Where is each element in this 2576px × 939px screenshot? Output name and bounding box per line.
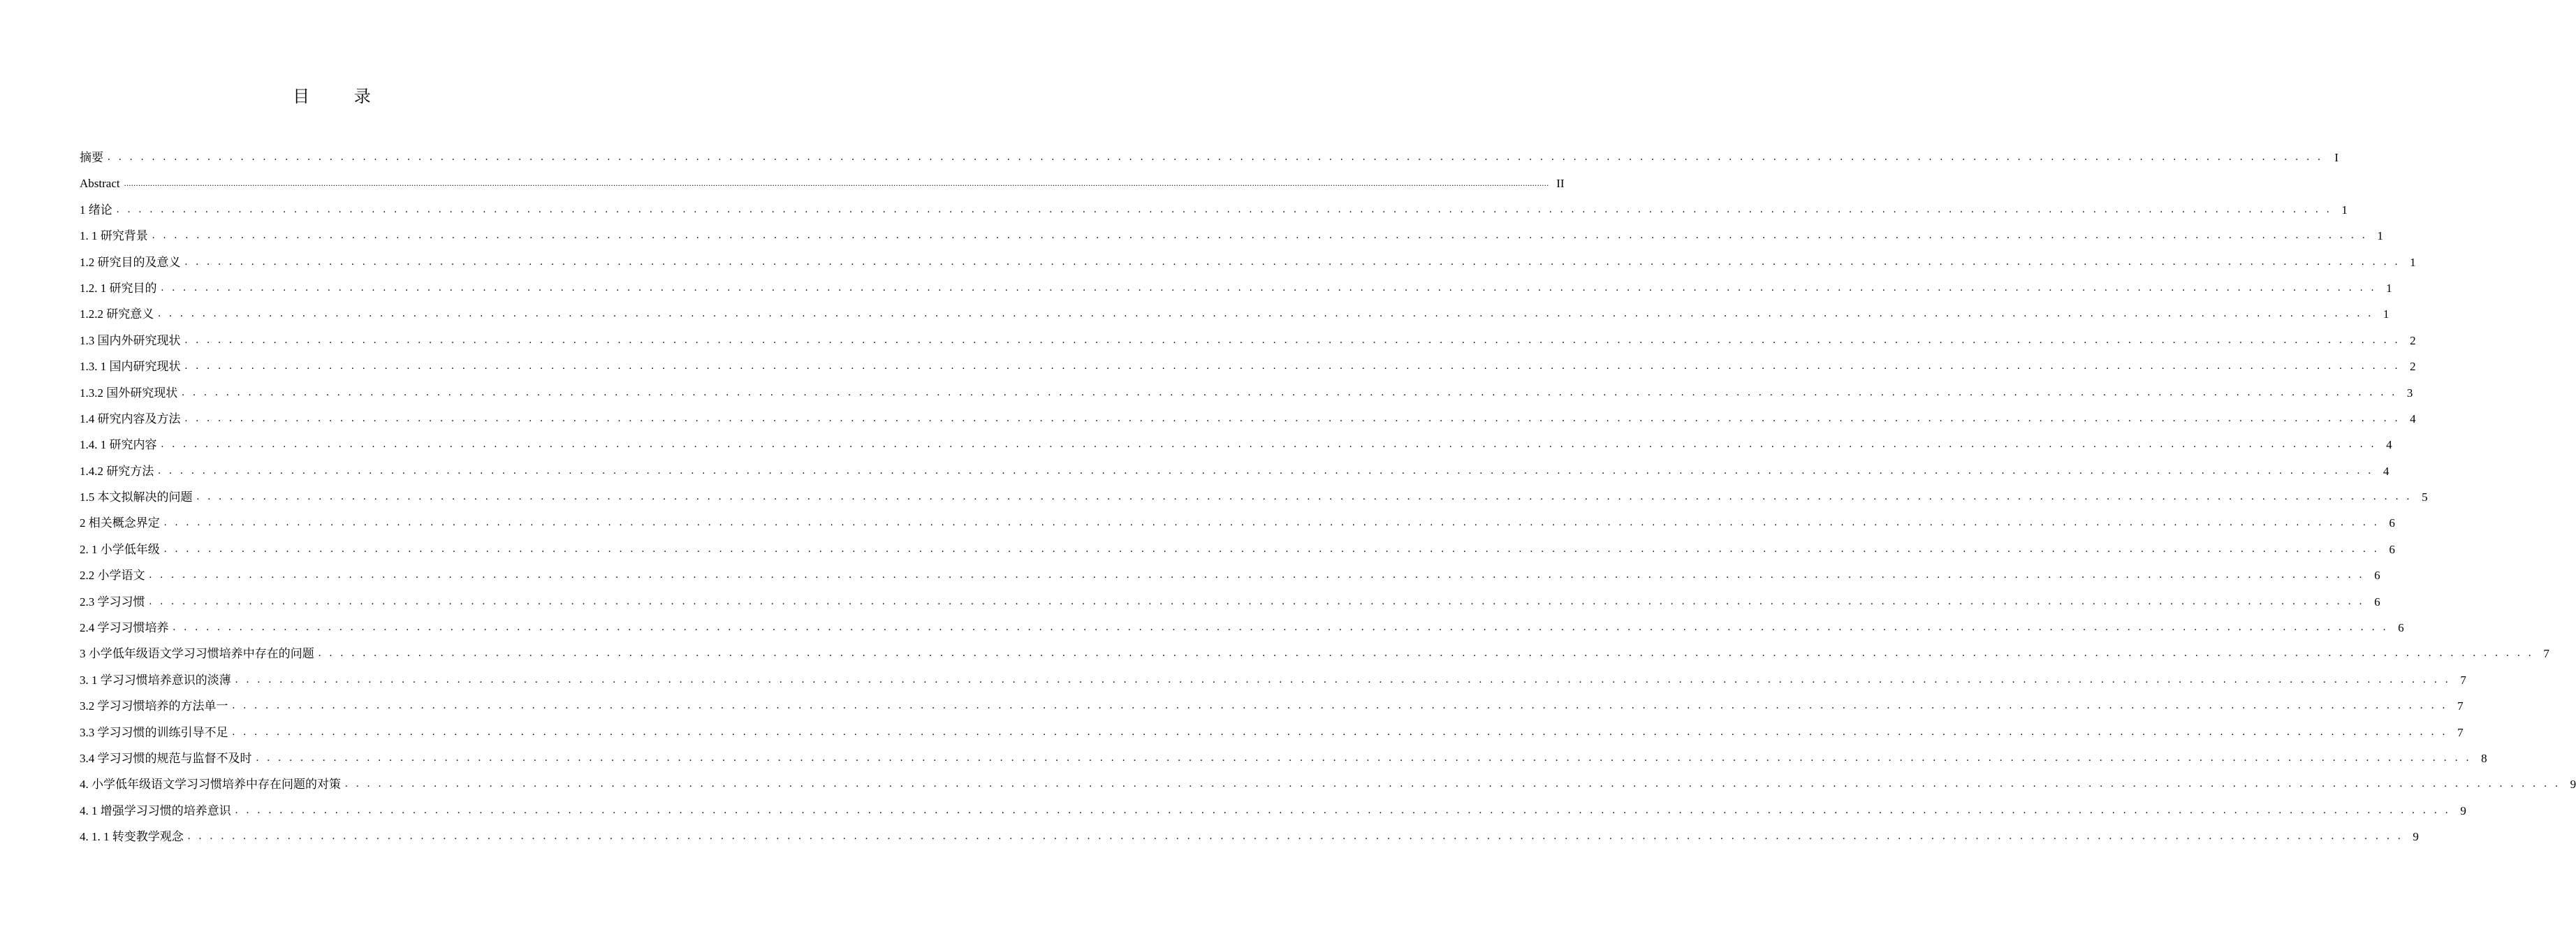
toc-entry-page-number: 4	[2383, 464, 2390, 478]
toc-entry-page-number: 2	[2410, 360, 2416, 374]
toc-entry-page-number: 7	[2457, 699, 2464, 713]
toc-dot-leader: . . . . . . . . . . . . . . . . . . . . . . . . . . . . . . . . . . . . . . . . . . . . . . . . . . . . . . . . . . . . . . . . . . . . . . . . . . . . . . . . . . . . . . . . . . . . . . . . . . . . . . . . . . . . . . . . . . . . . . . . . . . . . . . . . . . . . . . . . . . . . . . . . . . . . . . . . . . . . . . . . . . . . . . . . . . . . . . . . . . . . . . . . . . . . . . . . . . . . . . .	[149, 595, 2365, 607]
toc-entry[interactable]	[80, 275, 2392, 301]
toc-entry-label: 2.2 小学语文	[80, 569, 145, 583]
toc-entry-page-number: 8	[2481, 751, 2487, 765]
toc-entry[interactable]	[80, 328, 2416, 354]
toc-dot-leader: . . . . . . . . . . . . . . . . . . . . . . . . . . . . . . . . . . . . . . . . . . . . . . . . . . . . . . . . . . . . . . . . . . . . . . . . . . . . . . . . . . . . . . . . . . . . . . . . . . . . . . . . . . . . . . . . . . . . . . . . . . . . . . . . . . . . . . . . . . . . . . . . . . . . . . . . . . . . . . . . . . . . . . . . . . . . . . . . . . . . . . . . . . . . . . . . . . . . . . . .	[161, 282, 2377, 293]
toc-entry[interactable]	[80, 354, 2416, 379]
toc-entry[interactable]	[80, 562, 2380, 588]
toc-entry-label: 1.4.2 研究方法	[80, 464, 154, 478]
toc-entry-page-number: II	[1556, 177, 1565, 191]
toc-entry-label: Abstract	[80, 177, 120, 191]
toc-entry-page-number: 9	[2413, 830, 2419, 844]
toc-entry-page-number: 7	[2460, 673, 2466, 687]
toc-entry-page-number: 6	[2374, 595, 2380, 609]
toc-entry-label: 2 相关概念界定	[80, 516, 160, 530]
toc-entry-label: 1.2.2 研究意义	[80, 307, 154, 321]
toc-entry[interactable]	[80, 824, 2419, 850]
toc-dot-leader: . . . . . . . . . . . . . . . . . . . . . . . . . . . . . . . . . . . . . . . . . . . . . . . . . . . . . . . . . . . . . . . . . . . . . . . . . . . . . . . . . . . . . . . . . . . . . . . . . . . . . . . . . . . . . . . . . . . . . . . . . . . . . . . . . . . . . . . . . . . . . . . . . . . . . . . . . . . . . . . . . . . . . . . . . . . . . . . . . . . . . . . . . . . . . . . . . . . . . . . .	[184, 334, 2401, 346]
toc-entry-label: 2. 1 小学低年级	[80, 542, 160, 556]
toc-entry-page-number: I	[2334, 150, 2339, 164]
toc-entry-label: 2.4 学习习惯培养	[80, 621, 169, 635]
toc-entry-label: 1.4. 1 研究内容	[80, 438, 157, 452]
toc-entry-label: 3. 1 学习习惯培养意识的淡薄	[80, 673, 231, 687]
toc-entry-page-number: 9	[2460, 803, 2466, 817]
toc-dot-leader: . . . . . . . . . . . . . . . . . . . . . . . . . . . . . . . . . . . . . . . . . . . . . . . . . . . . . . . . . . . . . . . . . . . . . . . . . . . . . . . . . . . . . . . . . . . . . . . . . . . . . . . . . . . . . . . . . . . . . . . . . . . . . . . . . . . . . . . . . . . . . . . . . . . . . . . . . . . . . . . . . . . . . . . . . . . . . . . . . . . . . . . . . . . . . . . . . . . . . . . .	[158, 308, 2374, 320]
toc-entry-page-number: 9	[2570, 778, 2576, 792]
toc-entry-label: 1. 1 研究背景	[80, 229, 148, 243]
toc-dot-leader: . . . . . . . . . . . . . . . . . . . . . . . . . . . . . . . . . . . . . . . . . . . . . . . . . . . . . . . . . . . . . . . . . . . . . . . . . . . . . . . . . . . . . . . . . . . . . . . . . . . . . . . . . . . . . . . . . . . . . . . . . . . . . . . . . . . . . . . . . . . . . . . . . . . . . . . . . . . . . . . . . . . . . . . . . . . . . . . . . . . . . . . . . . . . . . . . . . . . . . . .	[116, 203, 2332, 215]
toc-entry-label: 1.3. 1 国内研究现状	[80, 360, 181, 374]
toc-entry-label: 1.3.2 国外研究现状	[80, 386, 178, 400]
toc-entry-page-number: 5	[2422, 490, 2428, 504]
toc-dot-leader: . . . . . . . . . . . . . . . . . . . . . . . . . . . . . . . . . . . . . . . . . . . . . . . . . . . . . . . . . . . . . . . . . . . . . . . . . . . . . . . . . . . . . . . . . . . . . . . . . . . . . . . . . . . . . . . . . . . . . . . . . . . . . . . . . . . . . . . . . . . . . . . . . . . . . . . . . . . . . . . . . . . . . . . . . . . . . . . . . . . . . . . . . . . . . . . . . . . . . . . .	[161, 439, 2377, 451]
toc-entry-page-number: 3	[2406, 386, 2413, 400]
toc-entry-page-number: 6	[2389, 516, 2395, 530]
toc-dot-leader: . . . . . . . . . . . . . . . . . . . . . . . . . . . . . . . . . . . . . . . . . . . . . . . . . . . . . . . . . . . . . . . . . . . . . . . . . . . . . . . . . . . . . . . . . . . . . . . . . . . . . . . . . . . . . . . . . . . . . . . . . . . . . . . . . . . . . . . . . . . . . . . . . . . . . . . . . . . . . . . . . . . . . . . . . . . . . . . . . . . . . . . . . . . . . . . . . . . . . . . .	[318, 648, 2534, 660]
toc-dot-leader: ........................................................................................................................................................................................................................................................................................................................................................................................................................................................................................................................................................................................................................	[124, 178, 1549, 189]
toc-entry-label: 3.4 学习习惯的规范与监督不及时	[80, 751, 252, 765]
toc-entry[interactable]	[80, 380, 2413, 406]
toc-entry-label: 1 绪论	[80, 203, 112, 217]
toc-entry[interactable]	[80, 406, 2416, 432]
toc-dot-leader: . . . . . . . . . . . . . . . . . . . . . . . . . . . . . . . . . . . . . . . . . . . . . . . . . . . . . . . . . . . . . . . . . . . . . . . . . . . . . . . . . . . . . . . . . . . . . . . . . . . . . . . . . . . . . . . . . . . . . . . . . . . . . . . . . . . . . . . . . . . . . . . . . . . . . . . . . . . . . . . . . . . . . . . . . . . . . . . . . . . . . . . . . . . . . . . . . . . . . . . .	[108, 151, 2324, 163]
toc-dot-leader: . . . . . . . . . . . . . . . . . . . . . . . . . . . . . . . . . . . . . . . . . . . . . . . . . . . . . . . . . . . . . . . . . . . . . . . . . . . . . . . . . . . . . . . . . . . . . . . . . . . . . . . . . . . . . . . . . . . . . . . . . . . . . . . . . . . . . . . . . . . . . . . . . . . . . . . . . . . . . . . . . . . . . . . . . . . . . . . . . . . . . . . . . . . . . . . . . . . . . . . .	[187, 831, 2403, 843]
toc-entry-page-number: 6	[2398, 621, 2404, 635]
toc-entry[interactable]	[80, 301, 2390, 327]
toc-entry-page-number: 1	[2383, 307, 2390, 321]
toc-entry-label: 4. 1 增强学习习惯的培养意识	[80, 803, 231, 817]
toc-entry-label: 3 小学低年级语文学习习惯培养中存在的问题	[80, 647, 314, 661]
toc-entry[interactable]	[80, 798, 2466, 824]
toc-entry-label: 3.2 学习习惯培养的方法单一	[80, 699, 228, 713]
toc-dot-leader: . . . . . . . . . . . . . . . . . . . . . . . . . . . . . . . . . . . . . . . . . . . . . . . . . . . . . . . . . . . . . . . . . . . . . . . . . . . . . . . . . . . . . . . . . . . . . . . . . . . . . . . . . . . . . . . . . . . . . . . . . . . . . . . . . . . . . . . . . . . . . . . . . . . . . . . . . . . . . . . . . . . . . . . . . . . . . . . . . . . . . . . . . . . . . . . . . . . . . . . .	[232, 700, 2448, 712]
toc-entry[interactable]	[80, 432, 2392, 458]
toc-entry[interactable]	[80, 458, 2390, 484]
toc-entry-label: 1.5 本文拟解决的问题	[80, 490, 193, 504]
toc-entry-page-number: 6	[2374, 569, 2380, 583]
toc-entry-page-number: 1	[2341, 203, 2348, 217]
toc-entry-page-number: 7	[2543, 647, 2549, 661]
toc-entry-page-number: 1	[2386, 281, 2392, 295]
toc-dot-leader: . . . . . . . . . . . . . . . . . . . . . . . . . . . . . . . . . . . . . . . . . . . . . . . . . . . . . . . . . . . . . . . . . . . . . . . . . . . . . . . . . . . . . . . . . . . . . . . . . . . . . . . . . . . . . . . . . . . . . . . . . . . . . . . . . . . . . . . . . . . . . . . . . . . . . . . . . . . . . . . . . . . . . . . . . . . . . . . . . . . . . . . . . . . . . . . . . . . . . . . .	[184, 256, 2401, 268]
toc-entry[interactable]	[80, 249, 2416, 275]
toc-entry[interactable]	[80, 197, 2348, 223]
toc-entry-page-number: 4	[2410, 412, 2416, 425]
toc-entry-page-number: 4	[2386, 438, 2392, 452]
toc-dot-leader: . . . . . . . . . . . . . . . . . . . . . . . . . . . . . . . . . . . . . . . . . . . . . . . . . . . . . . . . . . . . . . . . . . . . . . . . . . . . . . . . . . . . . . . . . . . . . . . . . . . . . . . . . . . . . . . . . . . . . . . . . . . . . . . . . . . . . . . . . . . . . . . . . . . . . . . . . . . . . . . . . . . . . . . . . . . . . . . . . . . . . . . . . . . . . . . . . . . . . . . .	[196, 491, 2413, 503]
toc-entry-label: 4. 1. 1 转变教学观念	[80, 830, 184, 844]
toc-entry-label: 1.2. 1 研究目的	[80, 281, 157, 295]
toc-entry[interactable]	[80, 720, 2464, 745]
toc-dot-leader: . . . . . . . . . . . . . . . . . . . . . . . . . . . . . . . . . . . . . . . . . . . . . . . . . . . . . . . . . . . . . . . . . . . . . . . . . . . . . . . . . . . . . . . . . . . . . . . . . . . . . . . . . . . . . . . . . . . . . . . . . . . . . . . . . . . . . . . . . . . . . . . . . . . . . . . . . . . . . . . . . . . . . . . . . . . . . . . . . . . . . . . . . . . . . . . . . . . . . . . .	[163, 517, 2380, 529]
toc-entry[interactable]	[80, 615, 2404, 641]
toc-entry[interactable]	[80, 771, 2576, 797]
toc-dot-leader: . . . . . . . . . . . . . . . . . . . . . . . . . . . . . . . . . . . . . . . . . . . . . . . . . . . . . . . . . . . . . . . . . . . . . . . . . . . . . . . . . . . . . . . . . . . . . . . . . . . . . . . . . . . . . . . . . . . . . . . . . . . . . . . . . . . . . . . . . . . . . . . . . . . . . . . . . . . . . . . . . . . . . . . . . . . . . . . . . . . . . . . . . . . . . . . . . . . . . . . .	[182, 386, 2398, 398]
toc-entry[interactable]	[80, 745, 2487, 771]
toc-entry[interactable]	[80, 667, 2466, 693]
toc-entry-label: 3.3 学习习惯的训练引导不足	[80, 725, 228, 739]
toc-entry-label: 摘要	[80, 150, 103, 164]
toc-entry[interactable]	[80, 693, 2464, 719]
toc-dot-leader: . . . . . . . . . . . . . . . . . . . . . . . . . . . . . . . . . . . . . . . . . . . . . . . . . . . . . . . . . . . . . . . . . . . . . . . . . . . . . . . . . . . . . . . . . . . . . . . . . . . . . . . . . . . . . . . . . . . . . . . . . . . . . . . . . . . . . . . . . . . . . . . . . . . . . . . . . . . . . . . . . . . . . . . . . . . . . . . . . . . . . . . . . . . . . . . . . . . . . . . .	[256, 752, 2472, 764]
toc-entry[interactable]	[80, 589, 2380, 615]
toc-title: 目 录	[293, 87, 390, 106]
toc-entry[interactable]	[80, 170, 1565, 196]
toc-dot-leader: . . . . . . . . . . . . . . . . . . . . . . . . . . . . . . . . . . . . . . . . . . . . . . . . . . . . . . . . . . . . . . . . . . . . . . . . . . . . . . . . . . . . . . . . . . . . . . . . . . . . . . . . . . . . . . . . . . . . . . . . . . . . . . . . . . . . . . . . . . . . . . . . . . . . . . . . . . . . . . . . . . . . . . . . . . . . . . . . . . . . . . . . . . . . . . . . . . . . . . . .	[149, 569, 2365, 581]
toc-entry[interactable]	[80, 641, 2549, 667]
toc-entry-page-number: 1	[2377, 229, 2383, 243]
toc-entry-label: 2.3 学习习惯	[80, 595, 145, 609]
toc-dot-leader: . . . . . . . . . . . . . . . . . . . . . . . . . . . . . . . . . . . . . . . . . . . . . . . . . . . . . . . . . . . . . . . . . . . . . . . . . . . . . . . . . . . . . . . . . . . . . . . . . . . . . . . . . . . . . . . . . . . . . . . . . . . . . . . . . . . . . . . . . . . . . . . . . . . . . . . . . . . . . . . . . . . . . . . . . . . . . . . . . . . . . . . . . . . . . . . . . . . . . . . .	[235, 674, 2451, 685]
toc-entry[interactable]	[80, 145, 2339, 170]
toc-entry-page-number: 2	[2410, 333, 2416, 347]
toc-entry[interactable]	[80, 510, 2395, 536]
toc-entry-label: 1.2 研究目的及意义	[80, 255, 181, 269]
toc-list	[80, 145, 2576, 850]
toc-dot-leader: . . . . . . . . . . . . . . . . . . . . . . . . . . . . . . . . . . . . . . . . . . . . . . . . . . . . . . . . . . . . . . . . . . . . . . . . . . . . . . . . . . . . . . . . . . . . . . . . . . . . . . . . . . . . . . . . . . . . . . . . . . . . . . . . . . . . . . . . . . . . . . . . . . . . . . . . . . . . . . . . . . . . . . . . . . . . . . . . . . . . . . . . . . . . . . . . . . . . . . . .	[173, 622, 2389, 634]
toc-entry-label: 1.3 国内外研究现状	[80, 333, 181, 347]
toc-dot-leader: . . . . . . . . . . . . . . . . . . . . . . . . . . . . . . . . . . . . . . . . . . . . . . . . . . . . . . . . . . . . . . . . . . . . . . . . . . . . . . . . . . . . . . . . . . . . . . . . . . . . . . . . . . . . . . . . . . . . . . . . . . . . . . . . . . . . . . . . . . . . . . . . . . . . . . . . . . . . . . . . . . . . . . . . . . . . . . . . . . . . . . . . . . . . . . . . . . . . . . . .	[235, 804, 2451, 816]
toc-entry-label: 4. 小学低年级语文学习习惯培养中存在问题的对策	[80, 778, 341, 792]
toc-dot-leader: . . . . . . . . . . . . . . . . . . . . . . . . . . . . . . . . . . . . . . . . . . . . . . . . . . . . . . . . . . . . . . . . . . . . . . . . . . . . . . . . . . . . . . . . . . . . . . . . . . . . . . . . . . . . . . . . . . . . . . . . . . . . . . . . . . . . . . . . . . . . . . . . . . . . . . . . . . . . . . . . . . . . . . . . . . . . . . . . . . . . . . . . . . . . . . . . . . . . . . . .	[184, 412, 2401, 424]
toc-entry-label: 1.4 研究内容及方法	[80, 412, 181, 425]
toc-dot-leader: . . . . . . . . . . . . . . . . . . . . . . . . . . . . . . . . . . . . . . . . . . . . . . . . . . . . . . . . . . . . . . . . . . . . . . . . . . . . . . . . . . . . . . . . . . . . . . . . . . . . . . . . . . . . . . . . . . . . . . . . . . . . . . . . . . . . . . . . . . . . . . . . . . . . . . . . . . . . . . . . . . . . . . . . . . . . . . . . . . . . . . . . . . . . . . . . . . . . . . . .	[345, 778, 2561, 790]
toc-entry[interactable]	[80, 537, 2395, 562]
toc-dot-leader: . . . . . . . . . . . . . . . . . . . . . . . . . . . . . . . . . . . . . . . . . . . . . . . . . . . . . . . . . . . . . . . . . . . . . . . . . . . . . . . . . . . . . . . . . . . . . . . . . . . . . . . . . . . . . . . . . . . . . . . . . . . . . . . . . . . . . . . . . . . . . . . . . . . . . . . . . . . . . . . . . . . . . . . . . . . . . . . . . . . . . . . . . . . . . . . . . . . . . . . .	[184, 361, 2401, 372]
toc-entry-page-number: 7	[2457, 725, 2464, 739]
toc-dot-leader: . . . . . . . . . . . . . . . . . . . . . . . . . . . . . . . . . . . . . . . . . . . . . . . . . . . . . . . . . . . . . . . . . . . . . . . . . . . . . . . . . . . . . . . . . . . . . . . . . . . . . . . . . . . . . . . . . . . . . . . . . . . . . . . . . . . . . . . . . . . . . . . . . . . . . . . . . . . . . . . . . . . . . . . . . . . . . . . . . . . . . . . . . . . . . . . . . . . . . . . .	[163, 543, 2380, 555]
toc-dot-leader: . . . . . . . . . . . . . . . . . . . . . . . . . . . . . . . . . . . . . . . . . . . . . . . . . . . . . . . . . . . . . . . . . . . . . . . . . . . . . . . . . . . . . . . . . . . . . . . . . . . . . . . . . . . . . . . . . . . . . . . . . . . . . . . . . . . . . . . . . . . . . . . . . . . . . . . . . . . . . . . . . . . . . . . . . . . . . . . . . . . . . . . . . . . . . . . . . . . . . . . .	[232, 726, 2448, 738]
toc-dot-leader: . . . . . . . . . . . . . . . . . . . . . . . . . . . . . . . . . . . . . . . . . . . . . . . . . . . . . . . . . . . . . . . . . . . . . . . . . . . . . . . . . . . . . . . . . . . . . . . . . . . . . . . . . . . . . . . . . . . . . . . . . . . . . . . . . . . . . . . . . . . . . . . . . . . . . . . . . . . . . . . . . . . . . . . . . . . . . . . . . . . . . . . . . . . . . . . . . . . . . . . .	[152, 230, 2368, 242]
toc-entry-page-number: 6	[2389, 542, 2395, 556]
toc-entry[interactable]	[80, 484, 2428, 510]
toc-entry-page-number: 1	[2410, 255, 2416, 269]
toc-entry[interactable]	[80, 223, 2383, 249]
toc-dot-leader: . . . . . . . . . . . . . . . . . . . . . . . . . . . . . . . . . . . . . . . . . . . . . . . . . . . . . . . . . . . . . . . . . . . . . . . . . . . . . . . . . . . . . . . . . . . . . . . . . . . . . . . . . . . . . . . . . . . . . . . . . . . . . . . . . . . . . . . . . . . . . . . . . . . . . . . . . . . . . . . . . . . . . . . . . . . . . . . . . . . . . . . . . . . . . . . . . . . . . . . .	[158, 465, 2374, 476]
